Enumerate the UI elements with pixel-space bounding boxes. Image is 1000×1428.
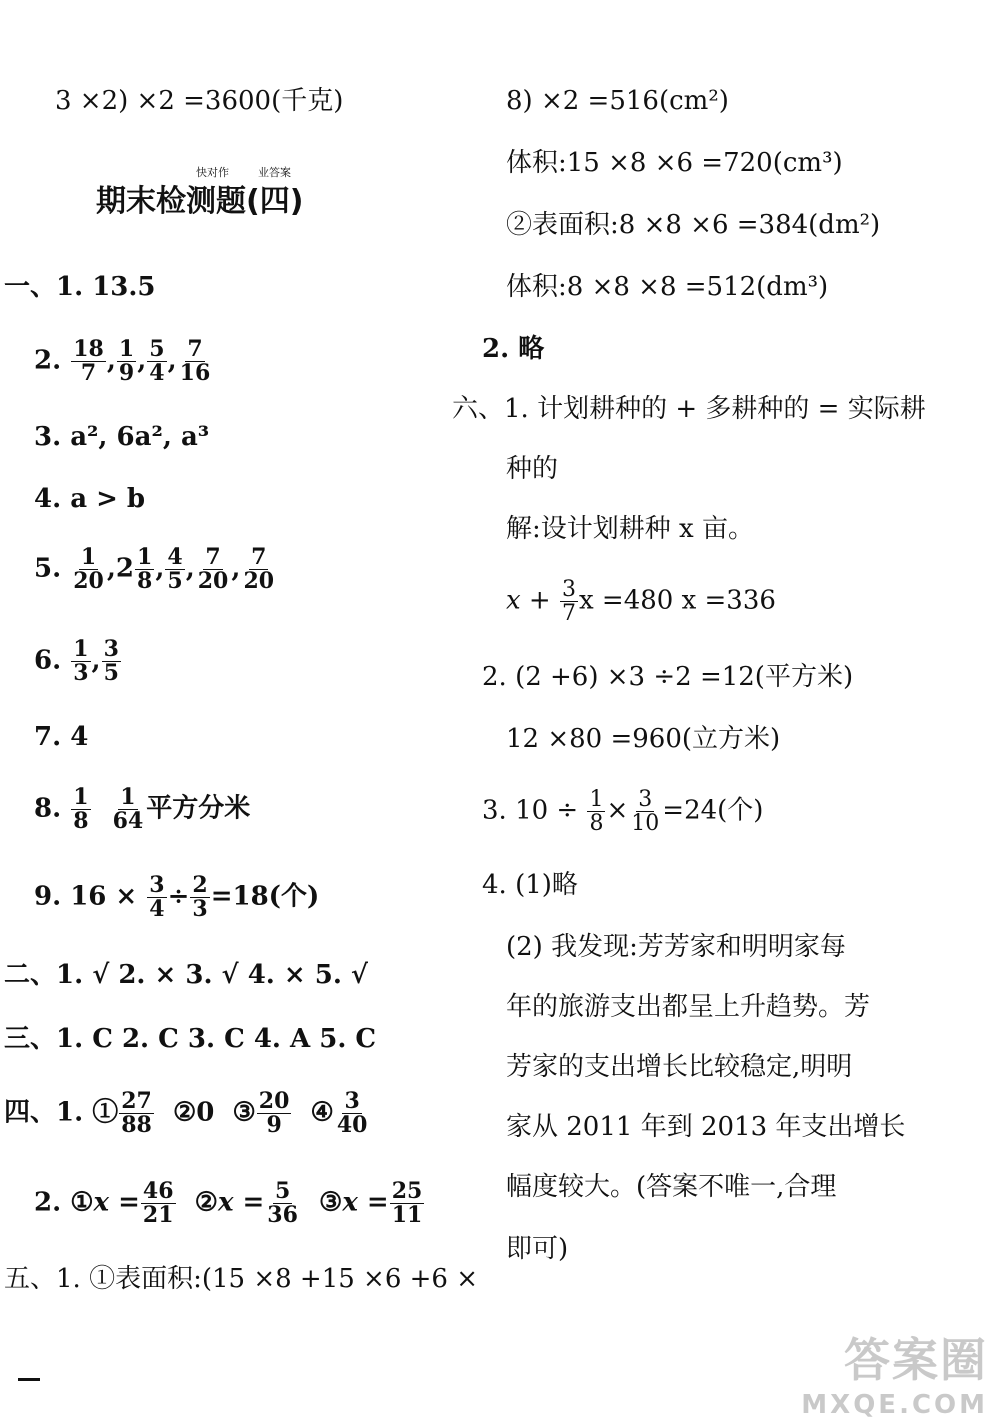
q1-9: 9. 16 × $\frac{3}{4}$ ÷ $\frac{2}{3}$ =18(个) xyxy=(34,872,320,923)
fraction: $\frac{3}{4}$ xyxy=(149,872,165,923)
fraction: $\frac{27}{88}$ xyxy=(121,1088,152,1139)
fraction: $\frac{1}{3}$ xyxy=(73,636,89,687)
top-line: 3 ×2) ×2 =3600(千克) xyxy=(55,86,344,116)
ruby-annotation-2: 业答案 xyxy=(258,166,291,179)
fraction: $\frac{2}{3}$ xyxy=(192,872,208,923)
r9: x + $\frac{3}{7}$ x =480 x =336 xyxy=(506,577,776,627)
r10: 2. (2 +6) ×3 ÷2 =12(平方米) xyxy=(482,662,854,692)
r11: 12 ×80 =960(立方米) xyxy=(506,724,781,754)
fraction: $\frac{3}{40}$ xyxy=(336,1088,368,1139)
r14: (2) 我发现:芳芳家和明明家每 xyxy=(506,932,846,962)
fraction: $\frac{7}{20}$ xyxy=(197,544,229,595)
q5: 五、1. ①表面积:(15 ×8 +15 ×6 +6 × xyxy=(4,1264,479,1294)
r8: 解:设计划耕种 x 亩。 xyxy=(506,514,754,544)
watermark-logo: 答案圈 MXQE.COM xyxy=(801,1333,988,1420)
fraction: $\frac{1}{8}$ xyxy=(73,784,89,835)
r7: 种的 xyxy=(506,454,559,484)
fraction: $\frac{3}{7}$ xyxy=(561,577,576,627)
fraction: $\frac{7}{20}$ xyxy=(243,544,275,595)
q1-8: 8. $\frac{1}{8}$ $\frac{1}{64}$ 平方分米 xyxy=(34,784,251,835)
r17: 家从 2011 年到 2013 年支出增长 xyxy=(506,1112,906,1142)
r15: 年的旅游支出都呈上升趋势。芳 xyxy=(506,992,871,1022)
r18: 幅度较大。(答案不唯一,合理 xyxy=(506,1172,837,1202)
q1-6: 6. $\frac{1}{3}$ , $\frac{3}{5}$ xyxy=(34,636,119,687)
fraction: $\frac{1}{8}$ xyxy=(589,787,604,837)
r12: 3. 10 ÷ $\frac{1}{8}$ × $\frac{3}{10}$ =24(个) xyxy=(482,787,764,837)
r2: 体积:15 ×8 ×6 =720(cm³) xyxy=(506,148,843,178)
fraction: $\frac{1}{64}$ xyxy=(112,784,144,835)
fraction: $\frac{3}{5}$ xyxy=(103,636,119,687)
fraction: $\frac{4}{5}$ xyxy=(167,544,183,595)
fraction: $\frac{18}{7}$ xyxy=(73,336,104,387)
r1: 8) ×2 =516(cm²) xyxy=(506,86,729,116)
q1-7: 7. 4 xyxy=(34,722,89,752)
fraction: $\frac{1}{9}$ xyxy=(118,336,135,387)
q1-5: 5. $\frac{1}{20}$ ,2 $\frac{1}{8}$ , $\frac{4}{5}$ , $\frac{7}{20}$ , $\frac{7}{20}$ xyxy=(34,544,275,595)
r16: 芳家的支出增长比较稳定,明明 xyxy=(506,1052,853,1082)
r4: 体积:8 ×8 ×8 =512(dm³) xyxy=(506,272,829,302)
q4-2: 2. ①x = $\frac{46}{21}$ ②x = $\frac{5}{36}$ ③x = $\frac{25}{11}$ xyxy=(34,1178,423,1229)
fraction: $\frac{5}{4}$ xyxy=(149,336,165,387)
fraction: $\frac{46}{21}$ xyxy=(142,1178,174,1229)
r6: 六、1. 计划耕种的 + 多耕种的 = 实际耕 xyxy=(452,394,926,424)
r3: ②表面积:8 ×8 ×6 =384(dm²) xyxy=(506,210,881,240)
fraction: $\frac{7}{16}$ xyxy=(179,336,211,387)
fraction: $\frac{3}{10}$ xyxy=(631,787,660,837)
r19: 即可) xyxy=(506,1234,569,1264)
page-rule xyxy=(18,1378,40,1381)
ruby-annotation-1: 快对作 xyxy=(196,166,229,179)
page-title: 期末检测题(四) xyxy=(96,184,304,219)
fraction: $\frac{1}{8}$ xyxy=(137,544,153,595)
q1-4: 4. a > b xyxy=(34,484,146,514)
fraction: $\frac{5}{36}$ xyxy=(267,1178,298,1229)
r13: 4. (1)略 xyxy=(482,870,578,900)
q3: 三、1. C 2. C 3. C 4. A 5. C xyxy=(4,1024,377,1054)
q1-1: 一、1. 13.5 xyxy=(4,272,156,302)
q1-3: 3. a², 6a², a³ xyxy=(34,422,210,452)
r5: 2. 略 xyxy=(482,334,545,364)
q4-1: 四、1. ① $\frac{27}{88}$ ②0 ③ $\frac{20}{9}$ ④ $\frac{3}{40}$ xyxy=(4,1088,368,1139)
fraction: $\frac{25}{11}$ xyxy=(391,1178,423,1229)
q1-2: 2. $\frac{18}{7}$ , $\frac{1}{9}$ , $\frac{5}{4}$ , $\frac{7}{16}$ xyxy=(34,336,211,387)
fraction: $\frac{20}{9}$ xyxy=(258,1088,290,1139)
fraction: $\frac{1}{20}$ xyxy=(73,544,104,595)
q2: 二、1. √ 2. × 3. √ 4. × 5. √ xyxy=(4,960,369,990)
